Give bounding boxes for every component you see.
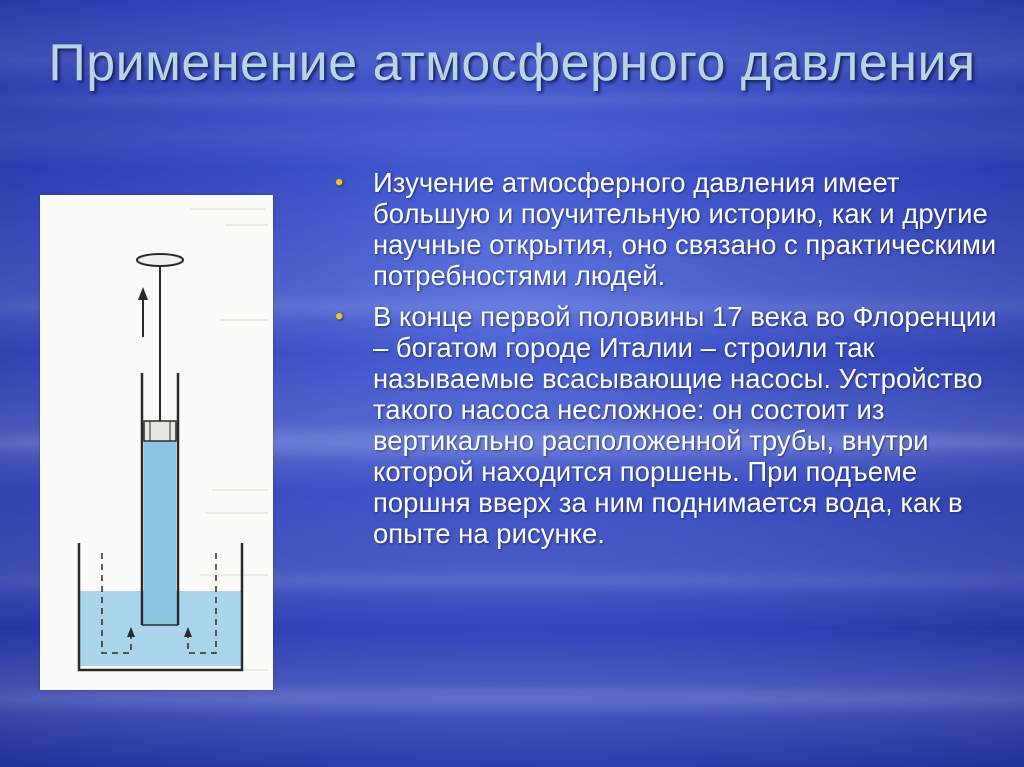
bullet-text: Изучение атмосферного давления имеет большую и поучительную историю, как и другие научные открытия, оно связано с практическими потребностями людей.	[373, 167, 997, 291]
pump-figure	[40, 195, 273, 690]
bullet-text: В конце первой половины 17 века во Флоренции – богатом городе Италии – строили так называемые всасывающие насосы. Устройство такого насоса несложное: он состоит из вертикально расположенной трубы, внутри которой находится поршень. При подъеме поршня вверх за ним поднимается вода, как в опыте на рисунке.	[373, 301, 997, 549]
suction-pump-illustration	[40, 195, 273, 690]
bullet-marker: •	[335, 169, 344, 196]
bullet-item	[333, 167, 1003, 291]
background-streak	[0, 690, 1024, 710]
slide-title: Применение атмосферного давления	[48, 34, 976, 92]
rod-handle	[137, 254, 183, 266]
tube-water	[144, 441, 176, 625]
piston	[144, 421, 176, 441]
slide-body	[333, 167, 1003, 559]
bullet-item	[333, 301, 1003, 549]
up-arrow-icon	[138, 287, 148, 337]
background-streak	[0, 92, 1024, 106]
bullet-marker: •	[335, 303, 344, 330]
